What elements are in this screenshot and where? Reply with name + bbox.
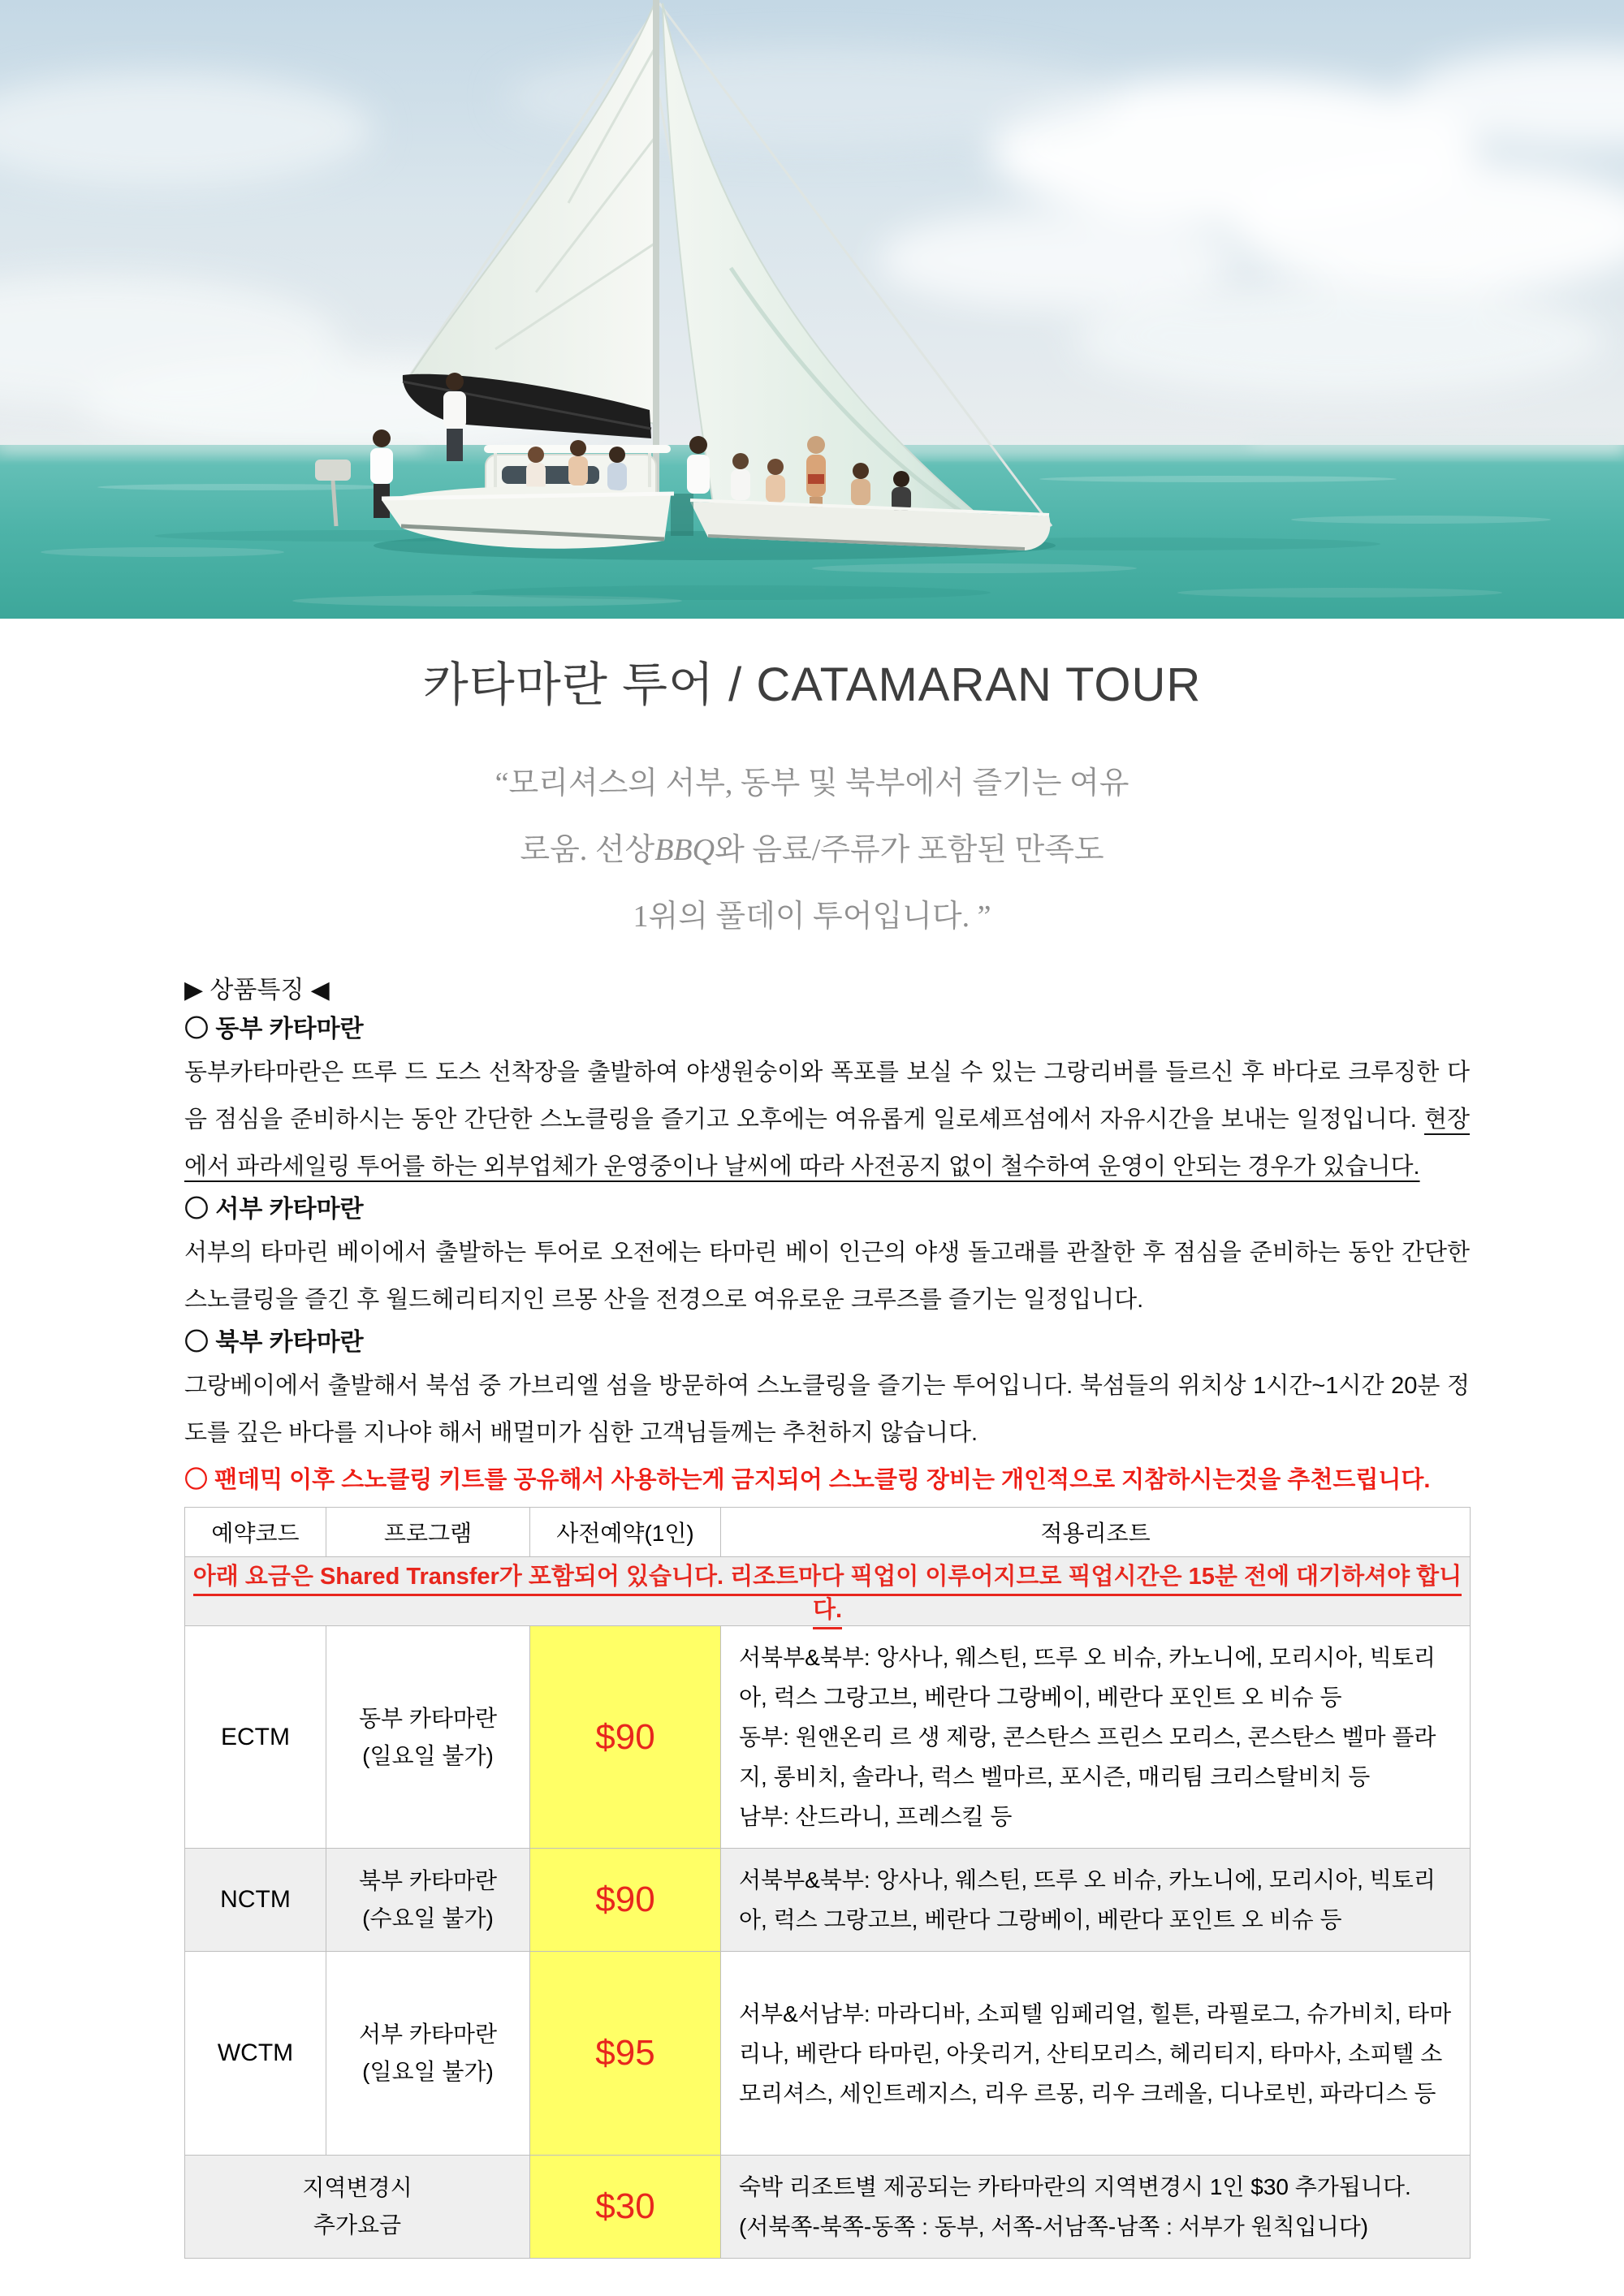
catamaran-photo-illustration <box>0 0 1624 619</box>
resorts-line: 남부: 산드라니, 프레스킬 등 <box>739 1804 1013 1829</box>
resorts-cell <box>721 1849 1471 1952</box>
resorts-line: 서북부&북부: 앙사나, 웨스틴, 뜨루 오 비슈, 카노니에, 모리시아, 빅토리아, 럭스 그랑고브, 베란다 그랑베이, 베란다 포인트 오 비슈 등 <box>739 1867 1436 1932</box>
price-value: $30 <box>530 2156 721 2259</box>
region-change-note-line: 숙박 리조트별 제공되는 카타마란의 지역변경시 1인 $30 추가됩니다. <box>739 2174 1411 2199</box>
feature-north-heading: 〇 북부 카타마란 <box>184 1329 364 1356</box>
features-header: ▶ 상품특징 ◀ <box>184 977 330 1003</box>
program-name: 북부 카타마란 <box>358 1868 498 1893</box>
program-cell <box>326 1849 530 1952</box>
price-value: $90 <box>530 1626 721 1849</box>
resorts-line: 동부: 원앤온리 르 생 제랑, 콘스탄스 프린스 모리스, 콘스탄스 벨마 플라지, 롱비치, 솔라나, 럭스 벨마르, 포시즌, 매리팀 크리스탈비치 등 <box>739 1724 1436 1789</box>
quote-line-2: 로움. 선상BBQ와 음료/주류가 포함된 만족도 <box>520 833 1104 867</box>
region-change-label-line: 추가요금 <box>313 2212 402 2238</box>
table-row-region-change <box>185 2156 1471 2259</box>
resorts-cell <box>721 1626 1471 1849</box>
quote-line-3: 1위의 풀데이 투어입니다. ” <box>633 900 991 934</box>
shared-transfer-banner-cell <box>185 1557 1471 1626</box>
price-value: $90 <box>530 1849 721 1952</box>
shared-transfer-banner-text: 아래 요금은 Shared Transfer가 포함되어 있습니다. 리조트마다 픽업이 이루어지므로 픽업시간은 15분 전에 대기하셔야 합니다. <box>193 1564 1462 1629</box>
program-note: (일요일 불가) <box>362 2059 494 2084</box>
table-row-nctm <box>185 1849 1471 1952</box>
region-change-note <box>721 2156 1471 2259</box>
feature-west-paragraph: 서부의 타마린 베이에서 출발하는 투어로 오전에는 타마린 베이 인근의 야생 돌고래를 관찰한 후 점심을 준비하는 동안 간단한 스노클링을 즐긴 후 월드헤리티지인 르몽 산을 전경으로 여유로운 크루즈를 즐기는 일정입니다. <box>184 1240 1470 1313</box>
header-booking-code: 예약코드 <box>185 1508 326 1557</box>
resorts-cell <box>721 1952 1471 2156</box>
program-name: 동부 카타마란 <box>358 1705 498 1731</box>
table-row-wctm <box>185 1952 1471 2156</box>
feature-north-paragraph: 그랑베이에서 출발해서 북섬 중 가브리엘 섬을 방문하여 스노클링을 즐기는 투어입니다. 북섬들의 위치상 1시간~1시간 20분 정도를 깊은 바다를 지나야 해서 배멀미가 심한 고객님들께는 추천하지 않습니다. <box>184 1373 1470 1446</box>
table-row-ectm <box>185 1626 1471 1849</box>
feature-east-underlined-note: 현장에서 파라세일링 투어를 하는 외부업체가 운영중이나 날씨에 따라 사전공지 없이 철수하여 운영이 안되는 경우가 있습니다. <box>184 1107 1470 1180</box>
header-program: 프로그램 <box>326 1508 530 1557</box>
feature-east-paragraph: 동부카타마란은 뜨루 드 도스 선착장을 출발하여 야생원숭이와 폭포를 보실 수 있는 그랑리버를 들르신 후 바다로 크루징한 다음 점심을 준비하시는 동안 간단한 스노클링을 즐기고 오후에는 여유롭게 일로셰프섬에서 자유시간을 보내는 일정입니다. 현장에서 파라세일링 투어를 하는 외부업체가 운영중이나 날씨에 따라 사전공지 없이 철수하여 운영이 안되는 경우가 있습니다. <box>184 1060 1470 1180</box>
program-note: (수요일 불가) <box>362 1905 494 1931</box>
hero-photo <box>0 0 1624 619</box>
price-value: $95 <box>530 1952 721 2156</box>
booking-code: NCTM <box>185 1849 326 1952</box>
program-note: (일요일 불가) <box>362 1742 494 1768</box>
program-cell <box>326 1626 530 1849</box>
region-change-label-line: 지역변경시 <box>302 2175 412 2200</box>
quote-line-1: “모리셔스의 서부, 동부 및 북부에서 즐기는 여유 <box>495 766 1129 801</box>
snorkeling-notice: 〇 팬데믹 이후 스노클링 키트를 공유해서 사용하는게 금지되어 스노클링 장비는 개인적으로 지참하시는것을 추천드립니다. <box>184 1467 1431 1493</box>
price-table <box>184 1507 1471 2259</box>
quote-bbq-italic: BBQ <box>654 833 715 867</box>
feature-west-heading: 〇 서부 카타마란 <box>184 1196 364 1223</box>
region-change-note-line: (서북쪽-북쪽-동쪽 : 동부, 서쪽-서남쪽-남쪽 : 서부가 원칙입니다) <box>739 2214 1369 2239</box>
booking-code: ECTM <box>185 1626 326 1849</box>
content-area <box>184 971 1470 2259</box>
booking-code: WCTM <box>185 1952 326 2156</box>
program-cell <box>326 1952 530 2156</box>
resorts-line: 서북부&북부: 앙사나, 웨스틴, 뜨루 오 비슈, 카노니에, 모리시아, 빅토리아, 럭스 그랑고브, 베란다 그랑베이, 베란다 포인트 오 비슈 등 <box>739 1645 1436 1710</box>
table-header-row <box>185 1508 1471 1557</box>
shared-transfer-banner-row <box>185 1557 1471 1626</box>
feature-east-heading: 〇 동부 카타마란 <box>184 1016 364 1042</box>
header-advance-price: 사전예약(1인) <box>530 1508 721 1557</box>
region-change-label <box>185 2156 530 2259</box>
program-name: 서부 카타마란 <box>358 2022 498 2047</box>
quote-block <box>0 750 1624 950</box>
header-resorts: 적용리조트 <box>721 1508 1471 1557</box>
page-title: 카타마란 투어 / CATAMARAN TOUR <box>422 658 1202 711</box>
resorts-line: 서부&서남부: 마라디바, 소피텔 임페리얼, 힐튼, 라필로그, 슈가비치, 타마리나, 베란다 타마린, 아웃리거, 산티모리스, 헤리티지, 타마사, 소피텔 소 모리셔스, 세인트레지스, 리우 르몽, 리우 크레올, 디나로빈, 파라디스 등 <box>739 2000 1452 2106</box>
